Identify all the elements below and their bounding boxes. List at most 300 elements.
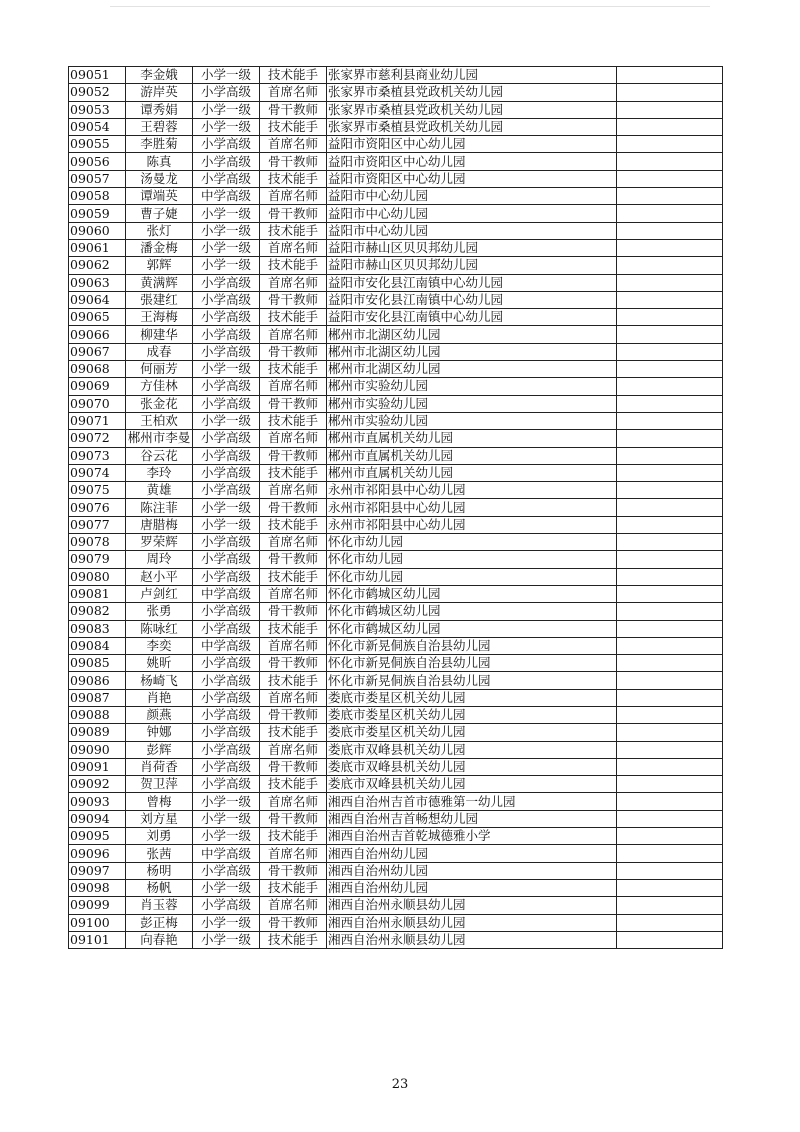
cell-title: 技术能手 <box>260 222 327 239</box>
cell-name: 柳建华 <box>126 326 193 343</box>
table-row <box>69 897 723 914</box>
cell-id: 09052 <box>69 84 126 101</box>
cell-name: 彭正梅 <box>126 914 193 931</box>
cell-level: 小学高级 <box>193 170 260 187</box>
cell-note <box>617 585 723 602</box>
cell-title: 首席名师 <box>260 84 327 101</box>
cell-level: 小学高级 <box>193 395 260 412</box>
cell-id: 09061 <box>69 239 126 256</box>
cell-note <box>617 931 723 948</box>
cell-title: 骨干教师 <box>260 758 327 775</box>
table-row <box>69 724 723 741</box>
cell-title: 骨干教师 <box>260 551 327 568</box>
cell-note <box>617 274 723 291</box>
cell-level: 小学高级 <box>193 84 260 101</box>
table-row <box>69 291 723 308</box>
cell-name: 姚昕 <box>126 655 193 672</box>
cell-level: 小学高级 <box>193 655 260 672</box>
cell-id: 09057 <box>69 170 126 187</box>
cell-level: 小学一级 <box>193 810 260 827</box>
cell-name: 曹子婕 <box>126 205 193 222</box>
cell-level: 中学高级 <box>193 585 260 602</box>
cell-title: 骨干教师 <box>260 706 327 723</box>
cell-name: 张灯 <box>126 222 193 239</box>
cell-unit: 湘西自治州幼儿园 <box>327 845 617 862</box>
cell-id: 09082 <box>69 603 126 620</box>
cell-title: 骨干教师 <box>260 101 327 118</box>
cell-name: 曾梅 <box>126 793 193 810</box>
cell-unit: 怀化市幼儿园 <box>327 551 617 568</box>
cell-title: 骨干教师 <box>260 153 327 170</box>
cell-title: 技术能手 <box>260 309 327 326</box>
table-body <box>69 67 723 949</box>
cell-note <box>617 689 723 706</box>
cell-id: 09099 <box>69 897 126 914</box>
cell-level: 小学高级 <box>193 136 260 153</box>
cell-level: 小学高级 <box>193 447 260 464</box>
cell-unit: 怀化市新晃侗族自治县幼儿园 <box>327 637 617 654</box>
table-row <box>69 603 723 620</box>
cell-note <box>617 67 723 84</box>
cell-note <box>617 309 723 326</box>
cell-title: 技术能手 <box>260 931 327 948</box>
cell-title: 骨干教师 <box>260 343 327 360</box>
table-row <box>69 585 723 602</box>
cell-id: 09062 <box>69 257 126 274</box>
cell-id: 09051 <box>69 67 126 84</box>
cell-level: 小学高级 <box>193 482 260 499</box>
cell-level: 小学高级 <box>193 672 260 689</box>
table-row <box>69 845 723 862</box>
cell-unit: 益阳市赫山区贝贝邦幼儿园 <box>327 257 617 274</box>
cell-unit: 郴州市北湖区幼儿园 <box>327 343 617 360</box>
table-row <box>69 810 723 827</box>
cell-id: 09059 <box>69 205 126 222</box>
cell-unit: 益阳市资阳区中心幼儿园 <box>327 153 617 170</box>
cell-unit: 益阳市资阳区中心幼儿园 <box>327 170 617 187</box>
cell-id: 09056 <box>69 153 126 170</box>
cell-name: 颜燕 <box>126 706 193 723</box>
cell-id: 09101 <box>69 931 126 948</box>
cell-title: 技术能手 <box>260 170 327 187</box>
cell-unit: 怀化市幼儿园 <box>327 568 617 585</box>
cell-id: 09064 <box>69 291 126 308</box>
table-row <box>69 326 723 343</box>
cell-name: 黄满辉 <box>126 274 193 291</box>
cell-note <box>617 603 723 620</box>
table-row <box>69 741 723 758</box>
cell-unit: 怀化市幼儿园 <box>327 534 617 551</box>
cell-unit: 益阳市中心幼儿园 <box>327 188 617 205</box>
cell-level: 小学高级 <box>193 378 260 395</box>
cell-level: 小学高级 <box>193 309 260 326</box>
cell-unit: 湘西自治州幼儿园 <box>327 862 617 879</box>
table-row <box>69 534 723 551</box>
cell-name: 李玲 <box>126 464 193 481</box>
cell-unit: 郴州市北湖区幼儿园 <box>327 326 617 343</box>
cell-title: 技术能手 <box>260 620 327 637</box>
cell-note <box>617 222 723 239</box>
cell-name: 钟娜 <box>126 724 193 741</box>
cell-unit: 湘西自治州吉首乾城德雅小学 <box>327 828 617 845</box>
cell-title: 骨干教师 <box>260 862 327 879</box>
cell-unit: 怀化市鹤城区幼儿园 <box>327 585 617 602</box>
table-row <box>69 464 723 481</box>
cell-unit: 郴州市直属机关幼儿园 <box>327 464 617 481</box>
cell-title: 骨干教师 <box>260 914 327 931</box>
cell-note <box>617 568 723 585</box>
cell-name: 陈注菲 <box>126 499 193 516</box>
table-row <box>69 222 723 239</box>
cell-note <box>617 637 723 654</box>
cell-name: 杨崎飞 <box>126 672 193 689</box>
cell-unit: 湘西自治州幼儿园 <box>327 879 617 896</box>
cell-title: 首席名师 <box>260 637 327 654</box>
cell-note <box>617 361 723 378</box>
table-row <box>69 378 723 395</box>
cell-note <box>617 551 723 568</box>
cell-id: 09094 <box>69 810 126 827</box>
cell-name: 黄雄 <box>126 482 193 499</box>
table-row <box>69 239 723 256</box>
cell-id: 09054 <box>69 118 126 135</box>
cell-level: 小学高级 <box>193 689 260 706</box>
cell-title: 技术能手 <box>260 67 327 84</box>
cell-name: 周玲 <box>126 551 193 568</box>
table-row <box>69 447 723 464</box>
cell-note <box>617 724 723 741</box>
cell-title: 技术能手 <box>260 361 327 378</box>
cell-id: 09098 <box>69 879 126 896</box>
cell-id: 09063 <box>69 274 126 291</box>
table-row <box>69 672 723 689</box>
cell-level: 小学一级 <box>193 239 260 256</box>
cell-title: 技术能手 <box>260 464 327 481</box>
table-row <box>69 620 723 637</box>
cell-unit: 张家界市桑植县党政机关幼儿园 <box>327 118 617 135</box>
cell-note <box>617 291 723 308</box>
cell-name: 向春艳 <box>126 931 193 948</box>
cell-unit: 娄底市双峰县机关幼儿园 <box>327 776 617 793</box>
cell-note <box>617 672 723 689</box>
cell-title: 骨干教师 <box>260 810 327 827</box>
cell-level: 小学一级 <box>193 412 260 429</box>
cell-unit: 湘西自治州永顺县幼儿园 <box>327 897 617 914</box>
page-number: 23 <box>391 1077 409 1092</box>
cell-unit: 娄底市双峰县机关幼儿园 <box>327 741 617 758</box>
cell-id: 09089 <box>69 724 126 741</box>
cell-name: 郴州市李曼 <box>126 430 193 447</box>
table-row <box>69 136 723 153</box>
cell-name: 王海梅 <box>126 309 193 326</box>
cell-name: 郭辉 <box>126 257 193 274</box>
cell-unit: 怀化市鹤城区幼儿园 <box>327 620 617 637</box>
cell-id: 09093 <box>69 793 126 810</box>
cell-note <box>617 741 723 758</box>
cell-note <box>617 516 723 533</box>
cell-id: 09067 <box>69 343 126 360</box>
cell-title: 首席名师 <box>260 585 327 602</box>
cell-id: 09083 <box>69 620 126 637</box>
cell-id: 09097 <box>69 862 126 879</box>
cell-note <box>617 897 723 914</box>
cell-note <box>617 412 723 429</box>
cell-title: 首席名师 <box>260 239 327 256</box>
cell-title: 骨干教师 <box>260 447 327 464</box>
cell-note <box>617 862 723 879</box>
cell-level: 小学一级 <box>193 205 260 222</box>
cell-name: 张茜 <box>126 845 193 862</box>
cell-unit: 益阳市中心幼儿园 <box>327 222 617 239</box>
cell-name: 罗荣辉 <box>126 534 193 551</box>
cell-name: 何丽芳 <box>126 361 193 378</box>
cell-name: 李金娥 <box>126 67 193 84</box>
cell-level: 小学高级 <box>193 291 260 308</box>
cell-note <box>617 499 723 516</box>
cell-id: 09074 <box>69 464 126 481</box>
cell-title: 骨干教师 <box>260 291 327 308</box>
cell-id: 09055 <box>69 136 126 153</box>
cell-level: 小学一级 <box>193 118 260 135</box>
cell-unit: 郴州市实验幼儿园 <box>327 412 617 429</box>
table-row <box>69 343 723 360</box>
cell-id: 09078 <box>69 534 126 551</box>
cell-name: 肖荷香 <box>126 758 193 775</box>
cell-unit: 郴州市实验幼儿园 <box>327 395 617 412</box>
cell-level: 小学一级 <box>193 222 260 239</box>
cell-level: 小学高级 <box>193 741 260 758</box>
cell-title: 骨干教师 <box>260 499 327 516</box>
cell-unit: 永州市祁阳县中心幼儿园 <box>327 499 617 516</box>
cell-name: 谷云花 <box>126 447 193 464</box>
table-row <box>69 309 723 326</box>
cell-id: 09079 <box>69 551 126 568</box>
table-row <box>69 170 723 187</box>
table-row <box>69 101 723 118</box>
cell-title: 首席名师 <box>260 534 327 551</box>
cell-unit: 怀化市新晃侗族自治县幼儿园 <box>327 672 617 689</box>
cell-note <box>617 84 723 101</box>
cell-level: 小学高级 <box>193 464 260 481</box>
cell-note <box>617 776 723 793</box>
cell-level: 小学高级 <box>193 534 260 551</box>
cell-id: 09072 <box>69 430 126 447</box>
cell-id: 09069 <box>69 378 126 395</box>
cell-note <box>617 914 723 931</box>
cell-id: 09076 <box>69 499 126 516</box>
cell-title: 首席名师 <box>260 136 327 153</box>
cell-name: 潘金梅 <box>126 239 193 256</box>
cell-unit: 张家界市桑植县党政机关幼儿园 <box>327 84 617 101</box>
table-row <box>69 412 723 429</box>
cell-note <box>617 395 723 412</box>
cell-level: 小学高级 <box>193 706 260 723</box>
cell-level: 小学高级 <box>193 724 260 741</box>
cell-unit: 湘西自治州永顺县幼儿园 <box>327 931 617 948</box>
cell-unit: 娄底市娄星区机关幼儿园 <box>327 689 617 706</box>
cell-unit: 怀化市鹤城区幼儿园 <box>327 603 617 620</box>
cell-note <box>617 706 723 723</box>
cell-id: 09070 <box>69 395 126 412</box>
cell-name: 王碧蓉 <box>126 118 193 135</box>
table-row <box>69 551 723 568</box>
cell-unit: 湘西自治州永顺县幼儿园 <box>327 914 617 931</box>
cell-level: 小学高级 <box>193 776 260 793</box>
cell-id: 09084 <box>69 637 126 654</box>
cell-title: 技术能手 <box>260 118 327 135</box>
cell-note <box>617 810 723 827</box>
table-row <box>69 67 723 84</box>
cell-name: 肖玉蓉 <box>126 897 193 914</box>
cell-id: 09090 <box>69 741 126 758</box>
top-scan-line <box>110 6 710 7</box>
cell-name: 刘勇 <box>126 828 193 845</box>
cell-note <box>617 239 723 256</box>
cell-level: 小学一级 <box>193 499 260 516</box>
cell-note <box>617 378 723 395</box>
cell-note <box>617 879 723 896</box>
cell-note <box>617 793 723 810</box>
cell-unit: 永州市祁阳县中心幼儿园 <box>327 516 617 533</box>
cell-name: 彭辉 <box>126 741 193 758</box>
cell-note <box>617 170 723 187</box>
cell-note <box>617 188 723 205</box>
cell-level: 小学高级 <box>193 568 260 585</box>
table-row <box>69 862 723 879</box>
cell-title: 首席名师 <box>260 845 327 862</box>
cell-title: 技术能手 <box>260 724 327 741</box>
cell-title: 骨干教师 <box>260 655 327 672</box>
cell-note <box>617 447 723 464</box>
cell-title: 技术能手 <box>260 516 327 533</box>
table-row <box>69 568 723 585</box>
cell-title: 首席名师 <box>260 274 327 291</box>
cell-title: 首席名师 <box>260 793 327 810</box>
cell-id: 09091 <box>69 758 126 775</box>
cell-name: 谭端英 <box>126 188 193 205</box>
cell-name: 張建红 <box>126 291 193 308</box>
cell-unit: 张家界市桑植县党政机关幼儿园 <box>327 101 617 118</box>
cell-level: 小学一级 <box>193 914 260 931</box>
cell-name: 杨帆 <box>126 879 193 896</box>
cell-name: 谭秀娟 <box>126 101 193 118</box>
cell-id: 09060 <box>69 222 126 239</box>
cell-title: 首席名师 <box>260 188 327 205</box>
cell-level: 中学高级 <box>193 845 260 862</box>
cell-name: 卢剑红 <box>126 585 193 602</box>
table-row <box>69 257 723 274</box>
table-row <box>69 205 723 222</box>
cell-title: 首席名师 <box>260 326 327 343</box>
cell-level: 小学高级 <box>193 758 260 775</box>
table-row <box>69 931 723 948</box>
cell-note <box>617 343 723 360</box>
cell-name: 杨明 <box>126 862 193 879</box>
cell-level: 小学高级 <box>193 153 260 170</box>
table-row <box>69 828 723 845</box>
cell-level: 小学一级 <box>193 793 260 810</box>
cell-id: 09058 <box>69 188 126 205</box>
table-row <box>69 361 723 378</box>
cell-level: 小学高级 <box>193 430 260 447</box>
cell-id: 09080 <box>69 568 126 585</box>
cell-title: 骨干教师 <box>260 395 327 412</box>
table-row <box>69 655 723 672</box>
table-row <box>69 395 723 412</box>
cell-title: 技术能手 <box>260 879 327 896</box>
cell-note <box>617 845 723 862</box>
cell-name: 赵小平 <box>126 568 193 585</box>
cell-name: 陈咏红 <box>126 620 193 637</box>
cell-title: 技术能手 <box>260 257 327 274</box>
cell-title: 技术能手 <box>260 828 327 845</box>
table-row <box>69 153 723 170</box>
cell-id: 09088 <box>69 706 126 723</box>
cell-id: 09073 <box>69 447 126 464</box>
cell-unit: 娄底市娄星区机关幼儿园 <box>327 706 617 723</box>
cell-level: 小学高级 <box>193 274 260 291</box>
cell-name: 刘方星 <box>126 810 193 827</box>
table-row <box>69 516 723 533</box>
table-row <box>69 793 723 810</box>
table-row <box>69 706 723 723</box>
table-row <box>69 188 723 205</box>
cell-unit: 永州市祁阳县中心幼儿园 <box>327 482 617 499</box>
table-row <box>69 879 723 896</box>
cell-id: 09077 <box>69 516 126 533</box>
cell-name: 游岸英 <box>126 84 193 101</box>
cell-id: 09085 <box>69 655 126 672</box>
cell-title: 技术能手 <box>260 672 327 689</box>
cell-id: 09081 <box>69 585 126 602</box>
cell-name: 肖艳 <box>126 689 193 706</box>
cell-name: 陈真 <box>126 153 193 170</box>
cell-note <box>617 205 723 222</box>
cell-title: 技术能手 <box>260 776 327 793</box>
cell-id: 09096 <box>69 845 126 862</box>
cell-note <box>617 430 723 447</box>
cell-level: 小学高级 <box>193 326 260 343</box>
cell-unit: 湘西自治州吉首市德雅第一幼儿园 <box>327 793 617 810</box>
cell-level: 小学高级 <box>193 862 260 879</box>
cell-unit: 益阳市中心幼儿园 <box>327 205 617 222</box>
cell-name: 成春 <box>126 343 193 360</box>
cell-title: 首席名师 <box>260 482 327 499</box>
cell-unit: 娄底市娄星区机关幼儿园 <box>327 724 617 741</box>
cell-id: 09071 <box>69 412 126 429</box>
cell-id: 09066 <box>69 326 126 343</box>
cell-id: 09095 <box>69 828 126 845</box>
cell-name: 王柏欢 <box>126 412 193 429</box>
cell-level: 小学高级 <box>193 620 260 637</box>
cell-title: 首席名师 <box>260 430 327 447</box>
table-row <box>69 482 723 499</box>
cell-unit: 郴州市直属机关幼儿园 <box>327 447 617 464</box>
cell-unit: 娄底市双峰县机关幼儿园 <box>327 758 617 775</box>
cell-title: 技术能手 <box>260 568 327 585</box>
table-row <box>69 776 723 793</box>
cell-note <box>617 153 723 170</box>
cell-level: 小学一级 <box>193 828 260 845</box>
cell-name: 汤曼龙 <box>126 170 193 187</box>
cell-unit: 郴州市实验幼儿园 <box>327 378 617 395</box>
cell-level: 中学高级 <box>193 188 260 205</box>
cell-name: 贺卫萍 <box>126 776 193 793</box>
cell-unit: 益阳市资阳区中心幼儿园 <box>327 136 617 153</box>
table-row <box>69 637 723 654</box>
cell-unit: 益阳市赫山区贝贝邦幼儿园 <box>327 239 617 256</box>
cell-level: 小学一级 <box>193 516 260 533</box>
